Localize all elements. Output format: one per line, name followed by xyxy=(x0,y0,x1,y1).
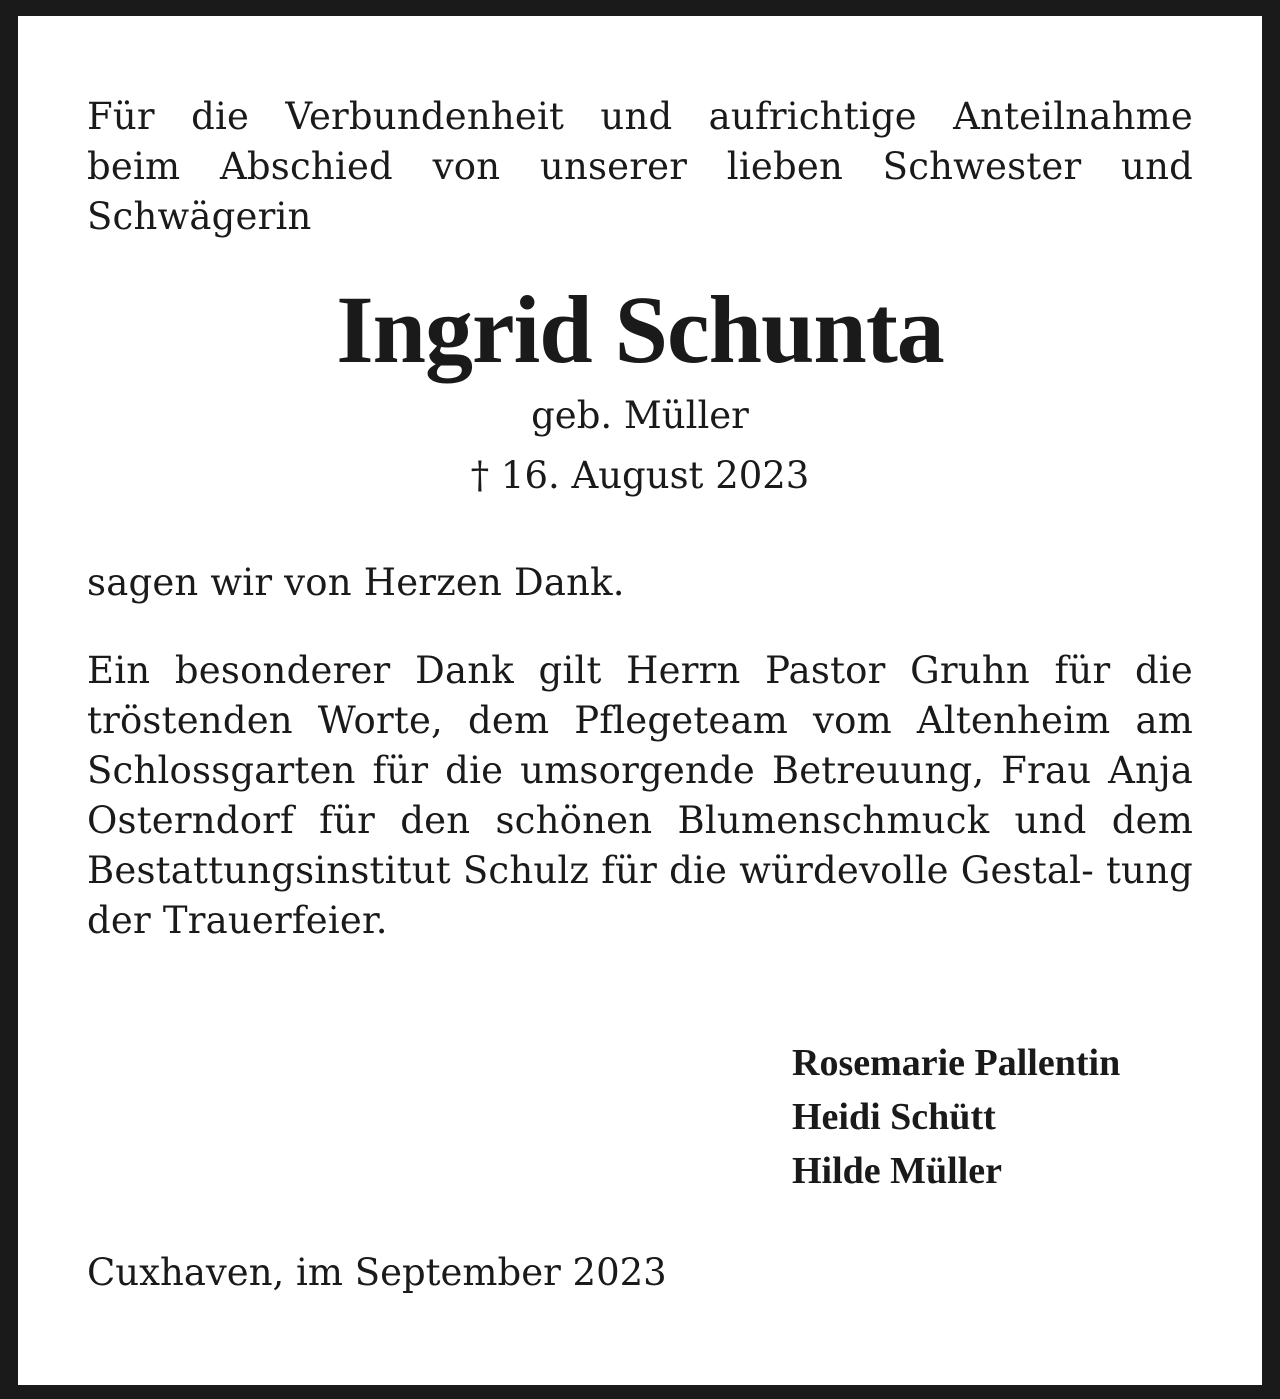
signer-name: Hilde Müller xyxy=(792,1150,1003,1192)
signer-name: Rosemarie Pallentin xyxy=(792,1042,1121,1084)
maiden-name: geb. Müller xyxy=(531,394,749,437)
signers-list xyxy=(792,1036,1120,1198)
special-thanks-text: Ein besonderer Dank gilt Herrn Pastor Gruhn für die tröstenden Worte, dem Pflegeteam vom Altenheim am Schlossgarten für die umsorgende Betreuung, Frau Anja Osterndorf für den schönen Blumenschmuck und dem Bestattungsinstitut Schulz für die würdevolle Gestal- tung der Trauerfeier. xyxy=(87,649,1193,942)
intro-text: Für die Verbundenheit und aufrichtige Anteilnahme beim Abschied von unserer lieben Schwester und Schwägerin xyxy=(87,95,1193,238)
notice-content xyxy=(87,92,1193,946)
place-date: Cuxhaven, im September 2023 xyxy=(87,1251,667,1294)
death-date: † 16. August 2023 xyxy=(470,454,810,497)
signer-name: Heidi Schütt xyxy=(792,1096,996,1138)
deceased-name: Ingrid Schunta xyxy=(336,276,944,383)
thanks-text: sagen wir von Herzen Dank. xyxy=(87,561,625,604)
